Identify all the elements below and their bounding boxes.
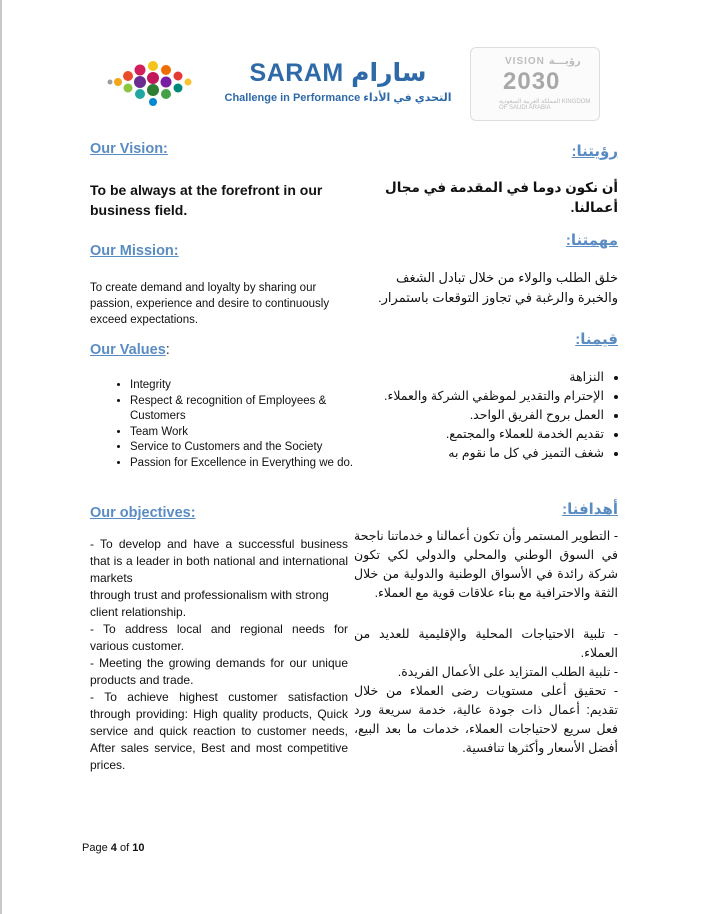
- vision-heading-ar: رؤيتنا:: [571, 143, 618, 160]
- vision-text-ar: أن نكون دوما في المقدمة في مجال أعمالنا.: [385, 180, 618, 215]
- values-heading-colon: :: [165, 342, 170, 358]
- list-item: • تقديم الخدمة للعملاء والمجتمع.: [344, 425, 604, 444]
- objective-item: - تلبية الطلب المتزايد على الأعمال الفريدة.: [397, 665, 618, 679]
- list-item: • شغف التميز في كل ما نقوم به: [344, 444, 604, 463]
- of-label: of: [119, 842, 130, 854]
- brand-block: [218, 58, 458, 104]
- list-item: • النزاهة: [344, 368, 604, 387]
- list-item: • Team Work: [130, 425, 380, 441]
- vision-logo-year: 2030: [503, 68, 561, 95]
- brand-title: [218, 58, 458, 88]
- list-item: • Service to Customers and the Society: [130, 440, 380, 456]
- objective-item: - التطوير المستمر وأن تكون أعمالنا و خدماتنا ناجحة في السوق الوطني والمحلي والدولي لكي تكون شركة رائدة في الأسواق الوطنية والدولية من خلال الثقة والاحترافية مع بناء علاقات قوية مع العملاء.: [354, 529, 618, 600]
- page-number: 4: [110, 842, 117, 854]
- objectives-heading-en: Our objectives:: [90, 505, 196, 521]
- page-footer: [82, 842, 144, 854]
- list-item: • الإحترام والتقدير لموظفي الشركة والعملاء.: [344, 387, 604, 406]
- saram-logo-icon: [100, 52, 200, 110]
- vision-logo-sub: المملكة العربية السعودية KINGDOM OF SAUDI ARABIA: [499, 99, 591, 111]
- objective-item: - To address local and regional needs for various customer.: [90, 622, 348, 653]
- list-item: • العمل بروح الفريق الواحد.: [344, 406, 604, 425]
- objective-item: - Meeting the growing demands for our unique products and trade.: [90, 656, 348, 687]
- values-list-ar: [344, 368, 618, 463]
- objective-item: - To develop and have a successful business that is a leader in both national and international markets: [90, 537, 348, 585]
- vision-2030-logo: [470, 47, 600, 121]
- brand-name: SARAM: [249, 59, 344, 87]
- brand-tagline: [218, 91, 458, 104]
- list-item: • Passion for Excellence in Everything we do.: [130, 456, 380, 472]
- page-edge: [0, 0, 2, 914]
- vision-logo-top: VISION رؤيـــة: [505, 56, 581, 67]
- tagline-ar: التحدي في الأداء: [363, 92, 452, 104]
- values-list-en: [90, 378, 380, 471]
- page-label: Page: [82, 842, 108, 854]
- objective-gap: [354, 603, 618, 625]
- objective-item: - تحقيق أعلى مستويات رضى العملاء من خلال تقديم: أعمال ذات جودة عالية، خدمة سريعة ورد فعل سريع لاحتياجات العملاء، خدمات ما بعد البيع، أفضل الأسعار وأكثرها تنافسية.: [354, 684, 618, 755]
- objective-item: - To achieve highest customer satisfaction through providing: High quality products, Quick service and quick reaction to customer needs, After sales service, Best and most competitive prices.: [90, 690, 348, 772]
- objectives-text-ar: [354, 527, 618, 758]
- objectives-text-en: [90, 536, 348, 774]
- tagline-en: Challenge in Performance: [224, 92, 361, 104]
- values-heading-en: [90, 342, 170, 358]
- objective-item: - تلبية الاحتياجات المحلية والإقليمية للعديد من العملاء.: [354, 627, 618, 660]
- list-item: • Respect & recognition of Employees & Customers: [130, 394, 380, 425]
- mission-heading-ar: مهمتنا:: [565, 232, 618, 249]
- vision-text-en: To be always at the forefront in our business field.: [90, 182, 323, 218]
- objectives-heading-ar: أهدافنا:: [562, 501, 618, 518]
- brand-name-ar: سارام: [351, 59, 427, 87]
- values-heading-label: Our Values: [90, 342, 166, 358]
- mission-heading-en: Our Mission:: [90, 243, 179, 259]
- values-heading-ar: قيمنا:: [575, 331, 618, 348]
- mission-text-ar: خلق الطلب والولاء من خلال تبادل الشغف والخبرة والرغبة في تجاوز التوقعات باستمرار.: [378, 270, 618, 305]
- objective-item: through trust and professionalism with strong client relationship.: [90, 588, 329, 619]
- mission-text-en: To create demand and loyalty by sharing our passion, experience and desire to continuously exceed expectations.: [90, 282, 330, 326]
- vision-heading-en: Our Vision:: [90, 141, 168, 157]
- list-item: • Integrity: [130, 378, 380, 394]
- total-pages: 10: [132, 842, 145, 854]
